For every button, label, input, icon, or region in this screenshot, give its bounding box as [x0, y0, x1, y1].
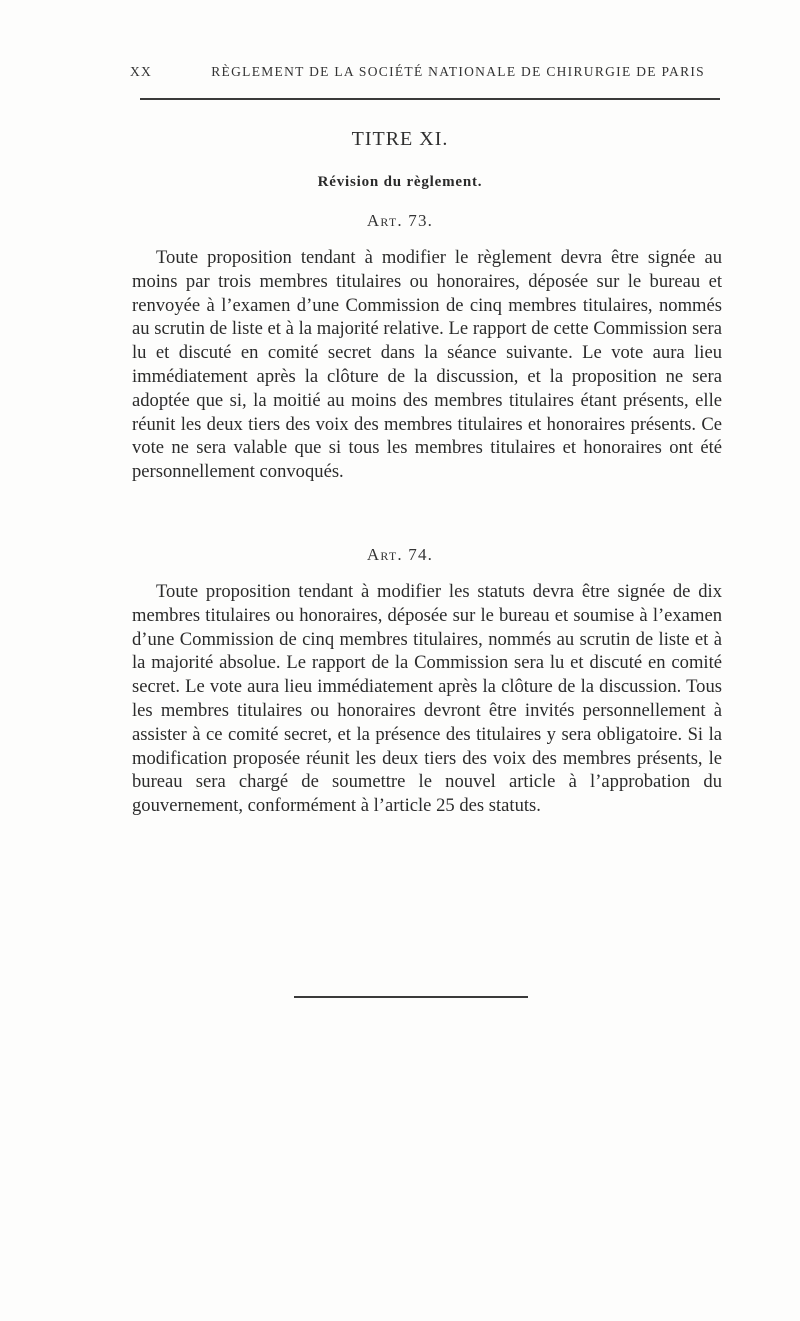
section-title: TITRE XI. [351, 128, 449, 150]
running-header [130, 64, 705, 80]
article-74-text: Toute proposition tendant à modifier les statuts devra être signée de dix membres titulaires ou honoraires, déposée sur le bureau et soumise à l’examen d’une Commission de cinq membres titulaires, nommés au scrutin de liste et à la majorité absolue. Le rapport de la Commission sera lu et discuté en comité secret. Le vote aura lieu immédiatement après la clôture de la discussion. Tous les membres titulaires ou honoraires devront être invités personnellement à assister à ce comité secret, et la présence des titulaires y sera obligatoire. Si la modification proposée réunit les deux tiers des voix des membres présents, le bureau sera chargé de soumettre le nouvel article à l’approbation du gouvernement, conformément à l’article 25 des statuts. [132, 581, 722, 817]
running-title: RÈGLEMENT DE LA SOCIÉTÉ NATIONALE DE CHIRURGIE DE PARIS [211, 64, 705, 79]
page-number: XX [130, 64, 153, 79]
closing-rule [294, 996, 528, 998]
article-73-heading: Art. 73. [366, 211, 434, 230]
header-rule [140, 98, 720, 100]
article-73-text: Toute proposition tendant à modifier le règlement devra être signée au moins par trois membres titulaires ou honoraires, déposée sur le bureau et renvoyée à l’examen d’une Commission de cinq membres titulaires, nommés au scrutin de liste et à la majorité relative. Le rapport de cette Commission sera lu et discuté en comité secret dans la séance suivante. Le vote aura lieu immédiatement après la clôture de la discussion, et la proposition ne sera adoptée que si, la moitié au moins des membres titulaires étant présents, elle réunit les deux tiers des voix des membres titulaires et honoraires présents. Ce vote ne sera valable que si tous les membres titulaires et honoraires ont été personnellement convoqués. [132, 247, 722, 483]
article-74-heading: Art. 74. [366, 545, 434, 564]
section-subtitle: Révision du règlement. [317, 174, 483, 190]
